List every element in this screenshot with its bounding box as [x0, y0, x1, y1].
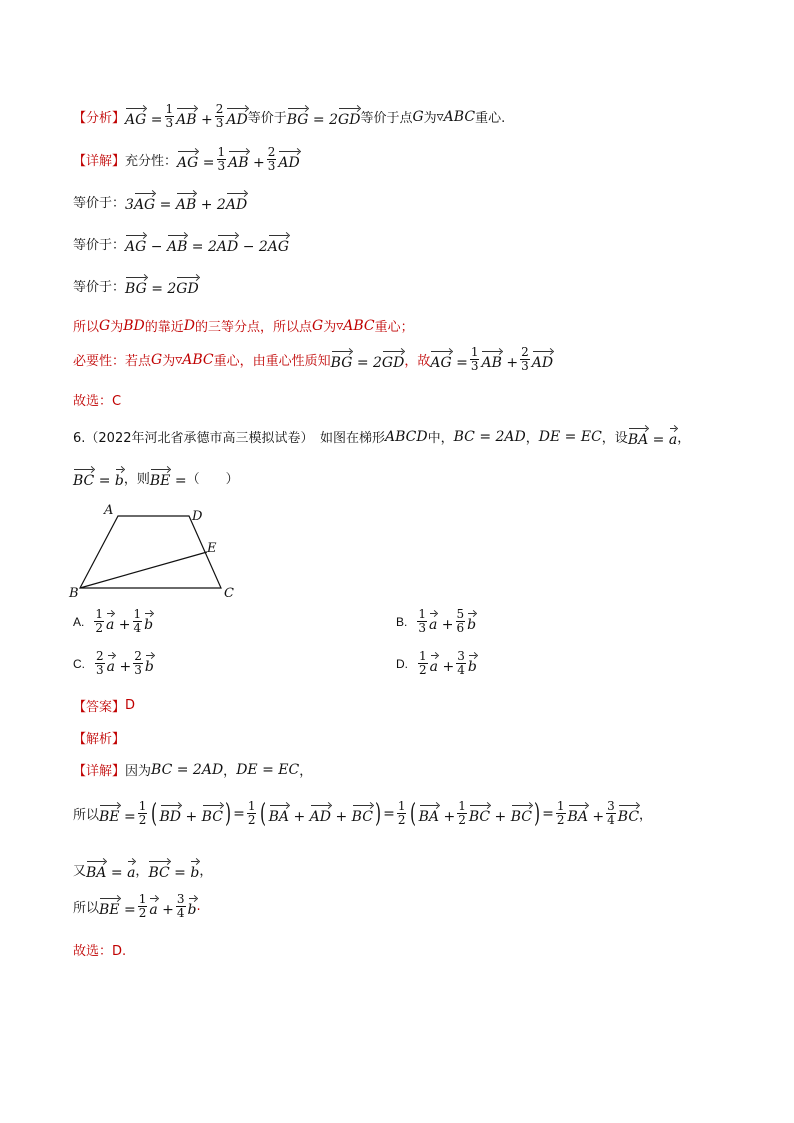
analysis-text-3: 为: [423, 111, 437, 126]
trapezoid-shape: [80, 516, 221, 588]
necessity-line: 必要性：若点 G 为 ▿ABC 重心，由重心性质知 BG = 2GD ，故 AG = $\frac{1}{3}$ AB + $\frac{2}{3}$ AD: [73, 345, 554, 373]
option-b[interactable]: B. $\frac{1}{3}$ a + $\frac{5}{6}$ b: [396, 607, 477, 635]
jiexi-tag: 【解析】: [73, 732, 126, 747]
detail-text: 充分性：: [125, 154, 178, 169]
detail2-line: 【详解】 因为 BC = 2AD ， DE = EC ，: [73, 761, 313, 779]
choose-2: 故选：D.: [73, 944, 127, 959]
also-line: 又 BA = a ， BC = b ，: [73, 858, 212, 881]
label-E: E: [207, 541, 217, 556]
analysis-text-2: 等价于点: [360, 111, 413, 126]
analysis-text-1: 等价于: [247, 111, 287, 126]
answer-line: 【答案】 D: [73, 698, 136, 715]
analysis-tag: 【分析】: [73, 111, 126, 126]
result-line: 所以 BE = $\frac{1}{2}$ a + $\frac{3}{4}$ b .: [73, 892, 201, 920]
equiv-line-3: 等价于： BG = 2GD: [73, 274, 199, 297]
choose-1: 故选：C: [73, 394, 122, 409]
derivation-line: 所以 BE = $\frac{1}{2}$ ( BD + BC ) = $\frac{1}{2}$ ( BA + AD + BC ) = $\frac{1}{2}$ ( BA + $\frac{1}{2}$ BC + BC ) = $\frac{1}{2}$ BA + $\frac{3}{4}$ BC ，: [73, 798, 653, 829]
analysis-line: 【分析】 AG = $\frac{1}{3}$ AB + $\frac{2}{3}$ AD 等价于 BG = 2GD 等价于点 G 为 ▿ABC 重心.: [73, 102, 506, 130]
option-d[interactable]: D. $\frac{1}{2}$ a + $\frac{3}{4}$ b: [396, 649, 477, 677]
option-a[interactable]: A. $\frac{1}{2}$ a + $\frac{1}{4}$ b: [73, 607, 154, 635]
detail-line: 【详解】 充分性： AG = $\frac{1}{3}$ AB + $\frac{2}{3}$ AD: [73, 145, 300, 173]
trapezoid-figure: [66, 500, 236, 602]
label-D: D: [192, 509, 203, 524]
label-B: B: [69, 586, 79, 601]
conclusion-line: 所以 G 为 BD 的靠近 D 的三等分点，所以点 G 为 ▿ABC 重心；: [73, 317, 414, 335]
equiv-line-2: 等价于： AG − AB = 2AD − 2AG: [73, 232, 289, 255]
equiv-line-1: 等价于： 3AG = AB + 2AD: [73, 190, 247, 213]
segment-BE: [80, 552, 207, 588]
detail-tag: 【详解】: [73, 154, 126, 169]
question-line-2: BC = b ，则 BE = （ ）: [73, 466, 239, 489]
answer-value: D: [125, 698, 136, 713]
analysis-text-4: 重心.: [475, 111, 506, 126]
label-A: A: [104, 503, 114, 518]
question-line: 6.（2022年河北省承德市高三模拟试卷） 如图在梯形 ABCD 中， BC = 2AD ， DE = EC ，设 BA = a ，: [73, 425, 690, 448]
label-C: C: [224, 586, 234, 601]
option-c[interactable]: C. $\frac{2}{3}$ a + $\frac{2}{3}$ b: [73, 649, 154, 677]
